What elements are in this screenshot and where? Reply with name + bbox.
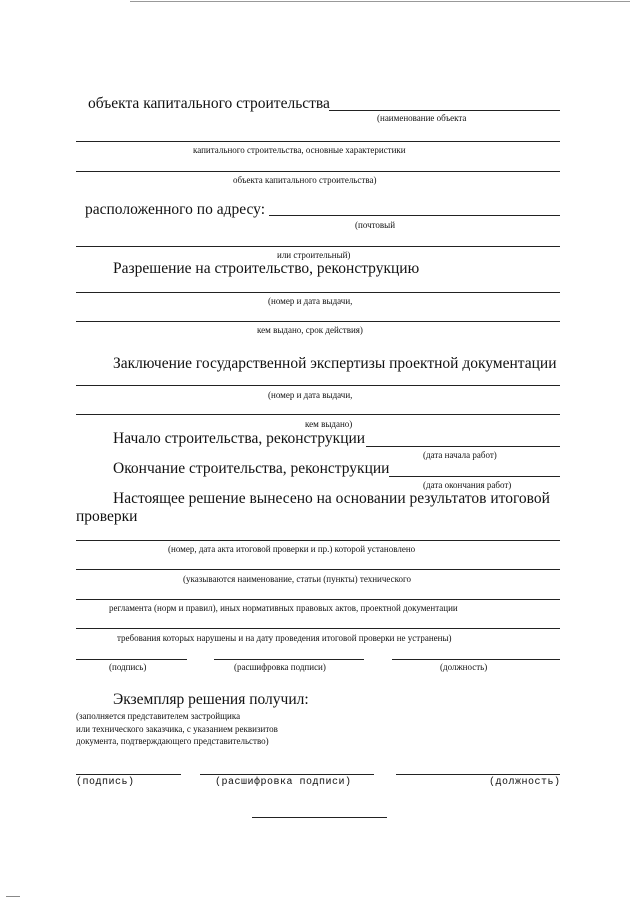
object-name-field[interactable] [329, 110, 560, 111]
signature-1-decode-line[interactable] [214, 659, 364, 660]
signature-1-sign-caption: (подпись) [109, 662, 147, 672]
end-caption: (дата окончания работ) [423, 480, 512, 490]
permit-caption-2: кем выдано, срок действия) [257, 325, 363, 335]
object-line-2[interactable] [76, 141, 560, 142]
address-caption-1: (почтовый [355, 220, 396, 230]
address-label: расположенного по адресу: [85, 201, 265, 218]
start-label: Начало строительства, реконструкции [113, 430, 366, 447]
permit-title: Разрешение на строительство, реконструкцию [113, 260, 420, 277]
object-caption-3: объекта капитального строительства) [233, 175, 377, 185]
decision-line-1: Настоящее решение вынесено на основании результатов итоговой [113, 490, 550, 507]
object-caption-2: капитального строительства, основные характеристики [193, 145, 406, 155]
decision-caption-3: регламента (норм и правил), иных нормативных правовых актов, проектной документации [109, 603, 458, 613]
decision-caption-1: (номер, дата акта итоговой проверки и пр.) которой установлено [168, 544, 416, 554]
signature-2-position-caption: (должность) [489, 777, 561, 788]
received-note-1: (заполняется представителем застройщика [76, 711, 241, 721]
decision-caption-4: требования которых нарушены и на дату проведения итоговой проверки не устранены) [117, 633, 452, 643]
signature-2-decode-caption: (расшифровка подписи) [215, 777, 352, 788]
signature-1-decode-caption: (расшифровка подписи) [234, 662, 326, 672]
scan-artifact-mark [6, 896, 20, 897]
address-field[interactable] [269, 215, 560, 216]
permit-line-2[interactable] [76, 321, 560, 322]
end-date-field[interactable] [389, 476, 560, 477]
expertise-line-2[interactable] [76, 414, 560, 415]
scan-edge-line [130, 1, 630, 2]
decision-line-2: проверки [76, 508, 138, 525]
decision-field-2[interactable] [76, 569, 560, 570]
expertise-caption-2: кем выдано) [305, 419, 353, 429]
permit-caption-1: (номер и дата выдачи, [268, 296, 353, 306]
decision-field-3[interactable] [76, 599, 560, 600]
bottom-date-line[interactable] [252, 817, 387, 818]
signature-1-position-caption: (должность) [440, 662, 488, 672]
address-line-2[interactable] [76, 246, 560, 247]
object-label: объекта капитального строительства [88, 95, 330, 112]
start-caption: (дата начала работ) [423, 450, 497, 460]
address-caption-2: или строительный) [277, 250, 351, 260]
signature-2-decode-line[interactable] [200, 774, 374, 775]
expertise-title: Заключение государственной экспертизы проектной документации [113, 355, 557, 372]
signature-2-sign-caption: (подпись) [76, 777, 135, 788]
end-label: Окончание строительства, реконструкции [113, 460, 390, 477]
start-date-field[interactable] [366, 446, 560, 447]
signature-1-sign-line[interactable] [76, 659, 187, 660]
decision-field-4[interactable] [76, 628, 560, 629]
decision-field-1[interactable] [76, 540, 560, 541]
received-title: Экземпляр решения получил: [113, 691, 309, 708]
decision-caption-2: (указываются наименование, статьи (пункты) технического [183, 574, 411, 584]
signature-2-sign-line[interactable] [76, 774, 181, 775]
expertise-caption-1: (номер и дата выдачи, [268, 390, 353, 400]
signature-2-position-line[interactable] [396, 774, 560, 775]
received-note-3: документа, подтверждающего представительство) [76, 736, 269, 746]
object-caption-1: (наименование объекта [377, 113, 467, 123]
permit-line-1[interactable] [76, 292, 560, 293]
signature-1-position-line[interactable] [392, 659, 560, 660]
object-line-3[interactable] [76, 171, 560, 172]
received-note-2: или технического заказчика, с указанием реквизитов [76, 724, 278, 734]
expertise-line-1[interactable] [76, 385, 560, 386]
